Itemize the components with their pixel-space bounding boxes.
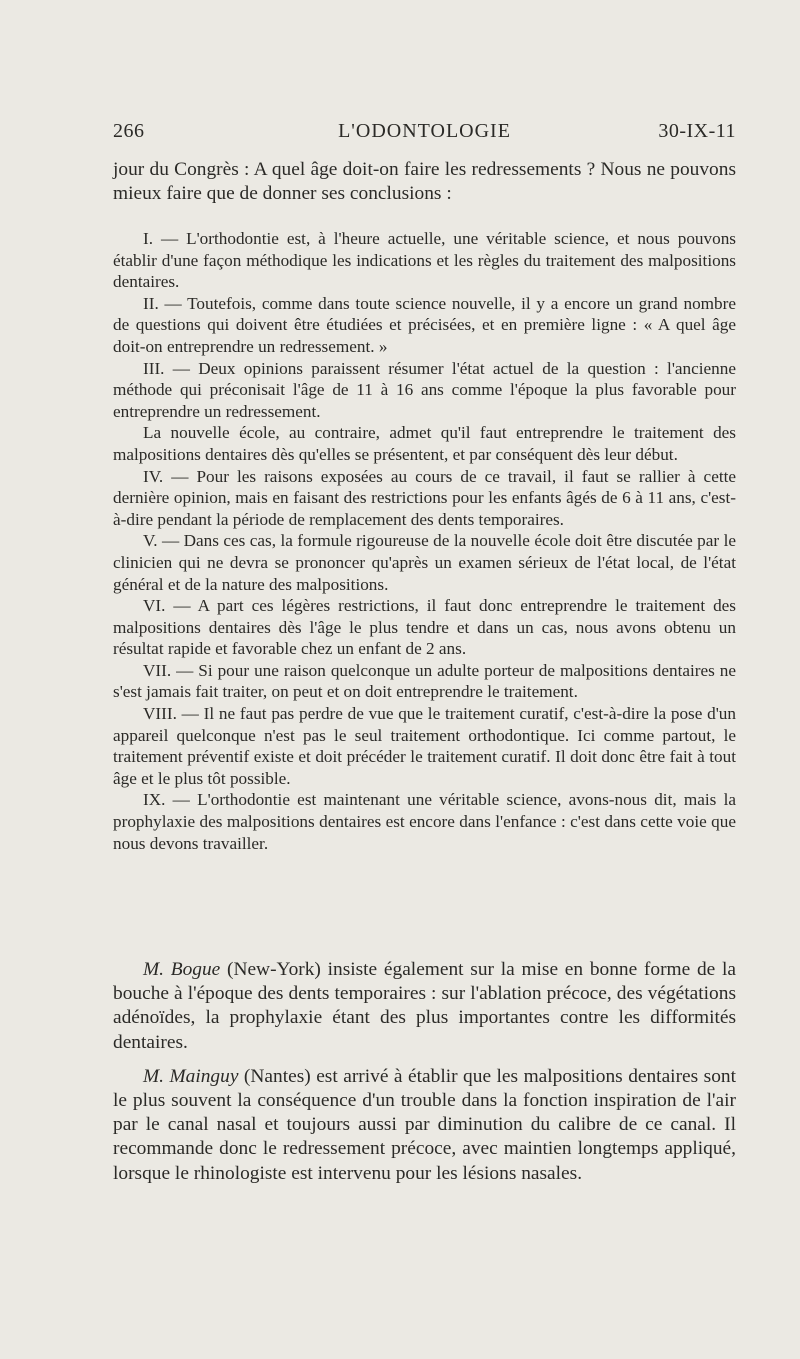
issue-date: 30-IX-11 [658,120,736,142]
intro-block [113,158,736,206]
conclusion-item: IV. — Pour les raisons exposées au cours de ce travail, il faut se rallier à cette dernière opinion, mais en faisant des restrictions pour les enfants âgés de 6 à 11 ans, c'est-à-dire pendant la période de remplacement des dents temporaires. [113,466,736,529]
intro-paragraph: jour du Congrès : A quel âge doit-on faire les redressements ? Nous ne pouvons mieux faire que de donner ses conclusions : [113,159,736,205]
speaker-name: M. Mainguy [143,1065,239,1087]
conclusion-item: V. — Dans ces cas, la formule rigoureuse de la nouvelle école doit être discutée par le clinicien qui ne devra se prononcer qu'après un examen sérieux de l'état local, de l'état général et de la nature des malpositions. [113,531,736,594]
conclusion-item: VIII. — Il ne faut pas perdre de vue que le traitement curatif, c'est-à-dire la pose d'un appareil quelconque n'est pas le seul traitement orthodontique. Ici comme partout, le traitement préventif existe et doit précéder le traitement curatif. Il doit donc être fait à tout âge et le plus tôt possible. [113,704,736,788]
paragraph-text: (New-York) insiste également sur la mise en bonne forme de la bouche à l'époque des dents temporaires : sur l'ablation précoce, des végétations adénoïdes, la prophylaxie étant des plus importantes contre les difformités dentaires. [113,959,736,1053]
conclusion-item: VI. — A part ces légères restrictions, il faut donc entreprendre le traitement des malpositions dentaires dès l'âge le plus tendre et dans un cas, nous avons obtenu un résultat rapide et favorable chez un enfant de 2 ans. [113,596,736,659]
conclusion-item: I. — L'orthodontie est, à l'heure actuelle, une véritable science, et nous pouvons établir d'une façon méthodique les indications et les règles du traitement des malpositions dentaires. [113,229,736,292]
conclusions-list [113,228,736,854]
conclusion-item: VII. — Si pour une raison quelconque un adulte porteur de malpositions dentaires ne s'est jamais fait traiter, on peut et on doit entreprendre le traitement. [113,660,736,702]
journal-title: L'ODONTOLOGIE [338,120,511,142]
conclusion-item: II. — Toutefois, comme dans toute science nouvelle, il y a encore un grand nombre de questions qui doivent être étudiées et précisées, et en première ligne : « A quel âge doit-on entreprendre un redressement. » [113,293,736,356]
page-number: 266 [113,120,145,142]
mainguy-paragraph [113,1065,736,1186]
bogue-paragraph [113,958,736,1055]
conclusion-item: III. — Deux opinions paraissent résumer l'état actuel de la question : l'ancienne méthode qui préconisait l'âge de 11 à 16 ans comme l'époque la plus favorable pour entreprendre un redressement. [113,358,736,421]
paragraph-text: (Nantes) est arrivé à établir que les malpositions dentaires sont le plus souvent la conséquence d'un trouble dans la fonction inspiration de l'air par le canal nasal et toujours aussi par diminution du calibre de ce canal. Il recommande donc le redressement précoce, avec maintien longtemps appliqué, lorsque le rhinologiste est intervenu pour les lésions nasales. [113,1065,736,1184]
conclusion-item: IX. — L'orthodontie est maintenant une véritable science, avons-nous dit, mais la prophylaxie des malpositions dentaires est encore dans l'enfance : c'est dans cette voie que nous devons travailler. [113,790,736,853]
running-header [113,120,736,150]
conclusion-item: La nouvelle école, au contraire, admet qu'il faut entreprendre le traitement des malpositions dentaires dès qu'elles se présentent, et par conséquent dès leur début. [113,423,736,464]
discussion-block [113,958,736,1186]
speaker-name: M. Bogue [143,959,221,980]
